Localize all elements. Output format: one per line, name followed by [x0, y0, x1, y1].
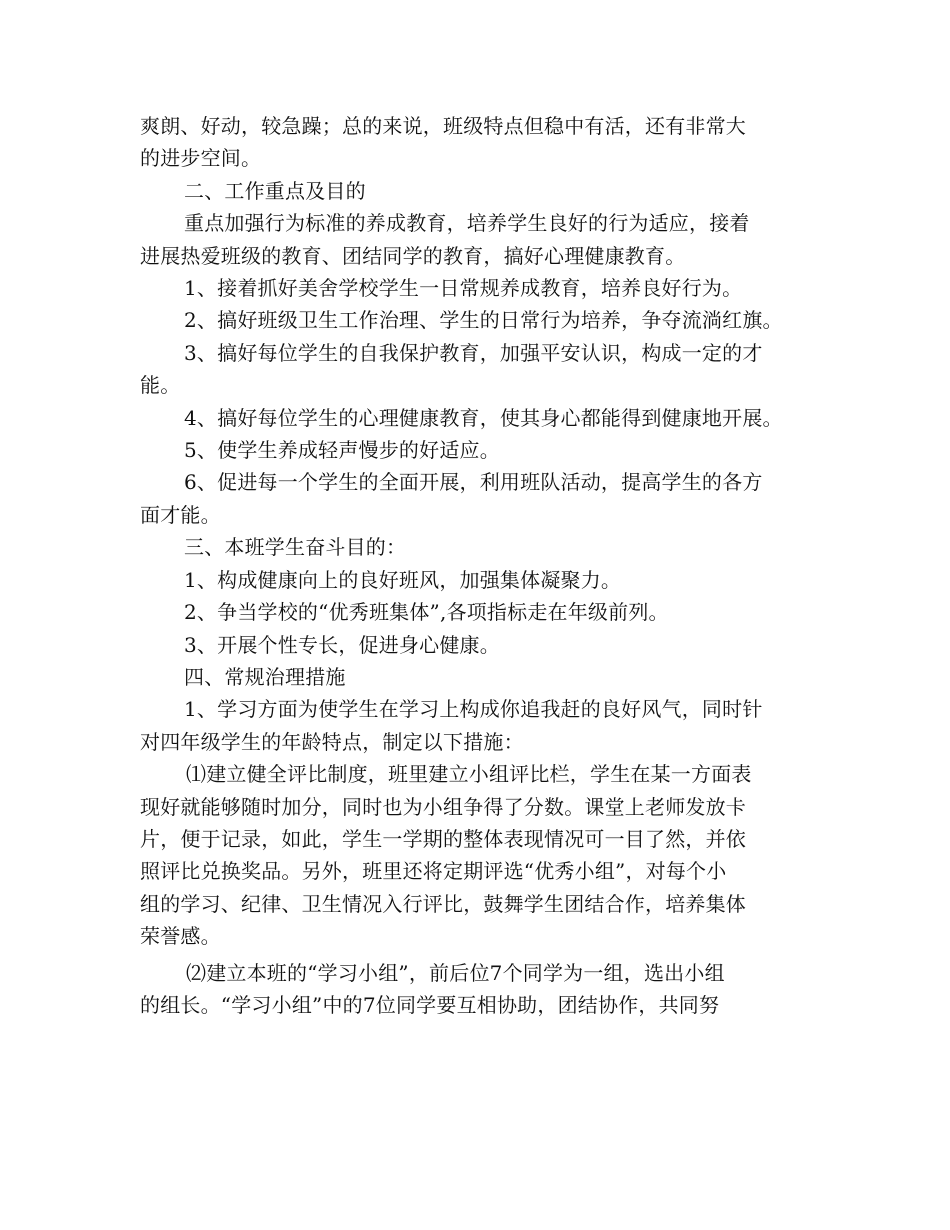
section-heading: 四、常规治理措施 — [184, 664, 346, 689]
text-line: 对四年级学生的年龄特点，制定以下措施： — [140, 729, 524, 754]
text-line: 爽朗、好动，较急躁；总的来说，班级特点但稳中有活，还有非常大 — [140, 114, 746, 138]
text-line: 进展热爱班级的教育、团结同学的教育，搞好心理健康教育。 — [140, 243, 686, 268]
text-line: 荣誉感。 — [140, 924, 221, 949]
list-item: 4、搞好每位学生的心理健康教育，使其身心都能得到健康地开展。 — [184, 405, 783, 430]
sub-item: ⑴建立健全评比制度，班里建立小组评比栏，学生在某一方面表 — [186, 762, 752, 787]
text-line: 片，便于记录，如此，学生一学期的整体表现情况可一目了然，并依 — [140, 826, 746, 851]
list-item: 3、开展个性专长，促进身心健康。 — [184, 632, 500, 657]
list-item: 1、构成健康向上的良好班风，加强集体凝聚力。 — [184, 567, 622, 592]
document-body — [140, 110, 820, 1021]
text-line: 能。 — [140, 373, 181, 398]
list-item: 6、促进每一个学生的全面开展，利用班队活动，提高学生的各方 — [184, 470, 763, 495]
text-line: 重点加强行为标准的养成教育，培养学生良好的行为适应，接着 — [184, 211, 750, 236]
text-line: 组的学习、纪律、卫生情况入行评比，鼓舞学生团结合作，培养集体 — [140, 891, 746, 916]
section-heading: 三、本班学生奋斗目的： — [184, 535, 407, 560]
list-item: 5、使学生养成轻声慢步的好适应。 — [184, 438, 500, 463]
section-heading: 二、工作重点及目的 — [184, 178, 366, 203]
text-line: 的进步空间。 — [140, 146, 262, 171]
text-line: 面才能。 — [140, 502, 221, 527]
text-line: 照评比兑换奖品。另外，班里还将定期评选“优秀小组”，对每个小 — [140, 859, 727, 884]
list-item: 1、接着抓好美舍学校学生一日常规养成教育，培养良好行为。 — [184, 276, 743, 301]
text-line: 的组长。“学习小组”中的7位同学要互相协助，团结协作，共同努 — [140, 992, 720, 1017]
list-item: 3、搞好每位学生的自我保护教育，加强平安认识，构成一定的才 — [184, 340, 763, 365]
list-item: 2、搞好班级卫生工作治理、学生的日常行为培养，争夺流淌红旗。 — [184, 308, 783, 333]
list-item: 2、争当学校的“优秀班集体”,各项指标走在年级前列。 — [184, 600, 669, 625]
list-item: 1、学习方面为使学生在学习上构成你追我赶的良好风气，同时针 — [184, 697, 763, 722]
text-line: 现好就能够随时加分，同时也为小组争得了分数。课堂上老师发放卡 — [140, 794, 746, 819]
sub-item: ⑵建立本班的“学习小组”，前后位7个同学为一组，选出小组 — [186, 960, 725, 985]
